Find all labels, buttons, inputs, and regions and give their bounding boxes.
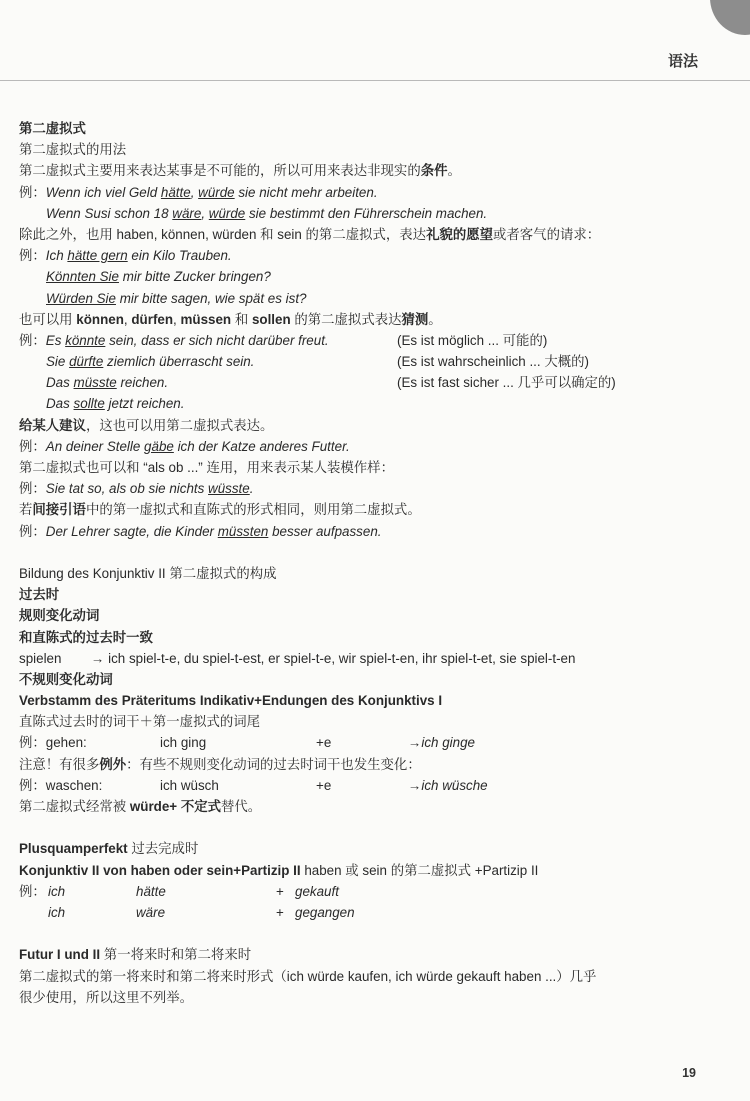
example-line <box>19 521 729 542</box>
example-label: 例： <box>19 523 46 539</box>
example-row <box>19 732 729 753</box>
usage-text <box>19 160 729 181</box>
section-title-futur <box>19 944 729 965</box>
example-text: sie nicht mehr arbeiten. <box>234 184 378 200</box>
spacer <box>19 542 729 563</box>
example-line <box>19 330 729 351</box>
example-label: 例： <box>19 438 46 454</box>
subsection-past: 过去时 <box>19 587 60 603</box>
example-label: 例： <box>19 481 46 497</box>
example-line <box>19 245 729 266</box>
page-corner-tab <box>710 0 750 35</box>
example-label: 例：waschen: <box>19 777 103 793</box>
guess-text <box>19 309 729 330</box>
example-note: (Es ist möglich ... 可能的) <box>397 332 548 348</box>
guess-text-part: , <box>173 311 181 327</box>
example-verb: würde <box>198 184 235 200</box>
futur-text: 第二虚拟式的第一将来时和第二将来时形式（ich würde kaufen, ich würde gekauft haben ...）几乎 <box>19 968 597 984</box>
usage-text-a: 第二虚拟式主要用来表达某事是不可能的，所以可用来表达非现实的 <box>19 163 421 179</box>
example-text: . <box>249 481 254 497</box>
example-text: ich der Katze anderes Futter. <box>173 438 350 454</box>
modal-verb: sollen <box>251 311 291 327</box>
example-verb: dürfte <box>69 354 104 370</box>
example-text: sie bestimmt den Führerschein machen. <box>245 205 488 221</box>
example-text: mir bitte sagen, wie spät es ist? <box>115 290 307 306</box>
example-verb: müssten <box>217 523 269 539</box>
example-text: ein Kilo Trauben. <box>127 248 232 264</box>
example-result: →ich wüsche <box>408 777 488 793</box>
example-line <box>19 393 729 414</box>
exception-note <box>19 754 729 775</box>
example-line <box>19 478 729 499</box>
example-text: sein, dass er sich nicht darüber freut. <box>105 332 329 348</box>
polite-text <box>19 224 729 245</box>
polite-text-a: 除此之外，也用 haben, können, würden 和 sein 的第二虚拟式，表达 <box>19 226 427 242</box>
plusquam-rule <box>19 860 729 881</box>
example-line <box>19 351 729 372</box>
polite-keyword: 礼貌的愿望 <box>426 226 494 242</box>
note-keyword: 例外 <box>99 756 127 772</box>
example-note: (Es ist wahrscheinlich ... 大概的) <box>397 354 589 370</box>
example-ending: +e <box>316 777 332 793</box>
rule-cn: haben 或 sein 的第二虚拟式 +Partizip II <box>300 862 539 878</box>
rule-de: Konjunktiv II von haben oder sein+Partizip II <box>19 862 301 878</box>
page-content <box>19 118 729 1008</box>
example-verb: würde <box>208 205 246 221</box>
indirect-keyword: 间接引语 <box>32 502 86 518</box>
note-text-a: 注意！有很多 <box>19 756 100 772</box>
example-verb: hätte <box>160 184 191 200</box>
example-line <box>19 266 729 287</box>
example-line <box>19 372 729 393</box>
polite-text-c: 或者客气的请求： <box>493 226 601 242</box>
section-title-cn: 过去完成时 <box>127 841 199 857</box>
example-line <box>19 436 729 457</box>
example-participle: gekauft <box>295 883 339 899</box>
guess-text-part: , <box>123 311 132 327</box>
example-text: Das <box>46 396 74 412</box>
usage-text-c: 。 <box>447 163 461 179</box>
example-label: 例： <box>19 332 46 348</box>
example-line <box>19 182 729 203</box>
example-text: , <box>190 184 199 200</box>
subsection-irregular: 不规则变化动词 <box>19 671 113 687</box>
example-verb: hätte gern <box>67 248 128 264</box>
example-participle: gegangen <box>295 904 355 920</box>
subsection-regular: 规则变化动词 <box>19 608 100 624</box>
indirect-speech-text <box>19 499 729 520</box>
als-ob-text: 第二虚拟式也可以和 “als ob ...” 连用，用来表示某人装模作样： <box>19 460 394 475</box>
example-label: 例： <box>19 248 46 264</box>
example-ending: +e <box>316 735 332 751</box>
example-text: Ich <box>45 248 68 264</box>
example-text: jetzt reichen. <box>104 396 185 412</box>
spacer <box>19 817 729 838</box>
example-row <box>19 902 729 923</box>
note-text-c: ：有些不规则变化动词的过去时词干也发生变化： <box>126 756 421 772</box>
example-verb: sollte <box>73 396 105 412</box>
usage-keyword: 条件 <box>420 163 448 179</box>
advice-text-b: ，这也可以用第二虚拟式表达。 <box>85 417 274 433</box>
example-stem: ich ging <box>160 735 207 751</box>
example-verb: wüsste <box>208 481 250 497</box>
section-title-plusquamperfekt <box>19 838 729 859</box>
modal-verb: dürfen <box>131 311 174 327</box>
replace-text-c: 替代。 <box>221 799 262 814</box>
example-line <box>19 288 729 309</box>
advice-text <box>19 415 729 436</box>
example-auxiliary: wäre <box>136 904 166 920</box>
irregular-rule: Verbstamm des Präteritums Indikativ+Endungen des Konjunktivs I <box>19 693 443 709</box>
example-verb: Würden Sie <box>46 290 116 306</box>
indirect-text-a: 若 <box>19 502 33 518</box>
replace-text-a: 第二虚拟式经常被 <box>19 799 130 814</box>
example-verb: gäbe <box>144 438 174 454</box>
example-plus: + <box>276 904 284 920</box>
guess-text-part: 的第二虚拟式表达 <box>290 311 402 327</box>
page-number: 19 <box>682 1066 696 1080</box>
example-text: mir bitte Zucker bringen? <box>118 269 271 285</box>
example-text: , <box>201 205 209 221</box>
section-title-bildung: Bildung des Konjunktiv II 第二虚拟式的构成 <box>19 565 277 581</box>
section-title-cn: 第一将来时和第二将来时 <box>100 947 252 963</box>
section-title-de: Plusquamperfekt <box>19 841 128 857</box>
futur-text: 很少使用，所以这里不列举。 <box>19 989 194 1005</box>
header-divider <box>0 80 750 81</box>
advice-keyword: 给某人建议 <box>19 417 86 433</box>
example-text: besser aufpassen. <box>268 523 382 539</box>
example-verb: Könnten Sie <box>46 269 119 285</box>
example-text: Es <box>45 332 66 348</box>
spacer <box>19 923 729 944</box>
example-label: 例： <box>19 883 46 899</box>
example-verb: könnte <box>65 332 106 348</box>
indirect-text-c: 中的第一虚拟式和直陈式的形式相同，则用第二虚拟式。 <box>85 502 421 518</box>
example-text: Der Lehrer sagte, die Kinder <box>45 523 218 539</box>
example-verb: wäre <box>172 205 202 221</box>
replace-note <box>19 796 729 817</box>
section-header-title: 语法 <box>667 53 698 70</box>
example-text: reichen. <box>116 375 169 391</box>
example-stem: ich wüsch <box>160 777 219 793</box>
example-pronoun: ich <box>48 904 66 920</box>
example-row <box>19 881 729 902</box>
example-auxiliary: hätte <box>136 883 166 899</box>
conjugation-row <box>19 648 729 669</box>
example-text: Sie tat so, als ob sie nichts <box>45 481 209 497</box>
example-result: →ich ginge <box>408 735 475 751</box>
example-verb: müsste <box>73 375 117 391</box>
modal-verb: müssen <box>180 311 232 327</box>
example-text: Sie <box>46 354 70 370</box>
regular-rule: 和直陈式的过去时一致 <box>19 629 153 645</box>
example-pronoun: ich <box>48 883 66 899</box>
guess-text-part: 也可以用 <box>19 311 77 327</box>
replace-keyword: würde+ 不定式 <box>129 799 222 814</box>
example-note: (Es ist fast sicher ... 几乎可以确定的) <box>397 375 616 391</box>
modal-verb: können <box>76 311 124 327</box>
example-text: Das <box>46 375 74 391</box>
example-text: An deiner Stelle <box>45 438 145 454</box>
guess-text-part: 。 <box>428 311 442 327</box>
example-line <box>19 203 729 224</box>
conjugation-forms: → ich spiel-t-e, du spiel-t-est, er spiel-t-e, wir spiel-t-en, ihr spiel-t-et, sie spiel-t-en <box>91 650 576 666</box>
section-title-konjunktiv: 第二虚拟式 <box>19 121 86 136</box>
example-row <box>19 775 729 796</box>
guess-text-part: 和 <box>231 311 252 327</box>
example-text: Wenn Susi schon 18 <box>46 205 173 221</box>
example-text: ziemlich überrascht sein. <box>103 354 255 370</box>
usage-title: 第二虚拟式的用法 <box>19 142 127 158</box>
irregular-rule-cn: 直陈式过去时的词干＋第一虚拟式的词尾 <box>19 714 261 730</box>
section-title-de: Futur I und II <box>19 947 101 963</box>
example-label: 例：gehen: <box>19 735 87 751</box>
example-plus: + <box>276 883 284 899</box>
guess-keyword: 猜测 <box>401 311 429 327</box>
conjugation-verb: spielen <box>19 650 62 666</box>
example-label: 例： <box>19 184 46 200</box>
example-text: Wenn ich viel Geld <box>45 184 161 200</box>
